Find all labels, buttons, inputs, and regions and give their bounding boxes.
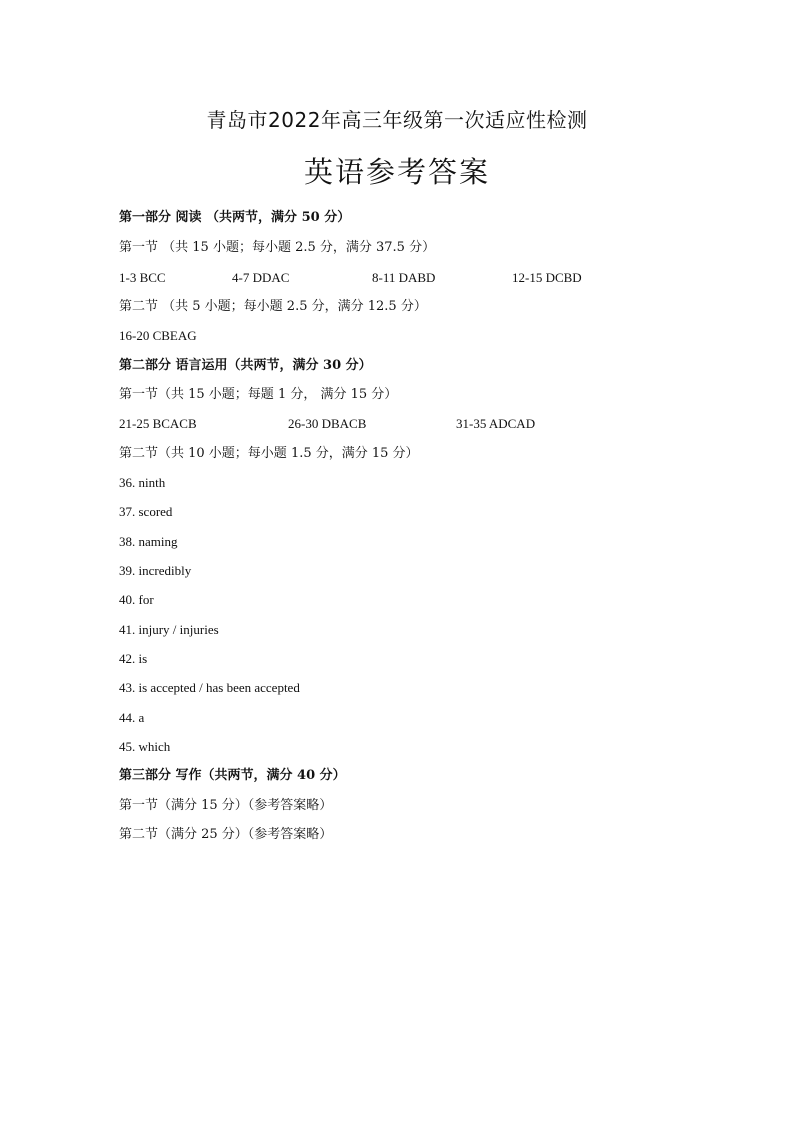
part1-heading: 第一部分 阅读 （共两节，满分 50 分） [119, 210, 351, 225]
part3-heading: 第三部分 写作（共两节，满分 40 分） [119, 768, 346, 783]
part3-sec2-label: 第二节（满分 25 分）（参考答案略） [119, 827, 333, 842]
answer-item: 36. ninth [119, 475, 166, 490]
document-title: 青岛市2022年高三年级第一次适应性检测 [206, 108, 588, 132]
answer-item: 38. naming [119, 534, 178, 549]
answer-group: 1-3 BCC [119, 270, 166, 285]
answer-item: 41. injury / injuries [119, 622, 219, 637]
answer-group: 8-11 DABD [372, 270, 436, 285]
answer-item: 37. scored [119, 504, 173, 519]
answer-item: 42. is [119, 651, 148, 666]
part1-sec2-label: 第二节 （共 5 小题；每小题 2.5 分，满分 12.5 分） [119, 299, 427, 314]
part3-sec1-label: 第一节（满分 15 分）（参考答案略） [119, 798, 333, 813]
answer-item: 43. is accepted / has been accepted [119, 680, 300, 695]
part1-sec1-label: 第一节 （共 15 小题；每小题 2.5 分，满分 37.5 分） [119, 240, 436, 255]
answer-group: 21-25 BCACB [119, 416, 197, 431]
part2-sec2-label: 第二节（共 10 小题；每小题 1.5 分，满分 15 分） [119, 446, 419, 461]
part2-heading: 第二部分 语言运用（共两节，满分 30 分） [119, 358, 372, 373]
answer-group: 16-20 CBEAG [119, 328, 197, 343]
answer-item: 44. a [119, 710, 145, 725]
answer-group: 26-30 DBACB [288, 416, 367, 431]
answer-item: 39. incredibly [119, 563, 192, 578]
answer-group: 12-15 DCBD [512, 270, 582, 285]
part2-sec1-label: 第一节（共 15 小题；每题 1 分， 满分 15 分） [119, 387, 398, 402]
answer-item: 45. which [119, 739, 171, 754]
document-subtitle: 英语参考答案 [303, 155, 490, 189]
answer-group: 31-35 ADCAD [456, 416, 536, 431]
answer-group: 4-7 DDAC [232, 270, 290, 285]
answer-item: 40. for [119, 592, 154, 607]
